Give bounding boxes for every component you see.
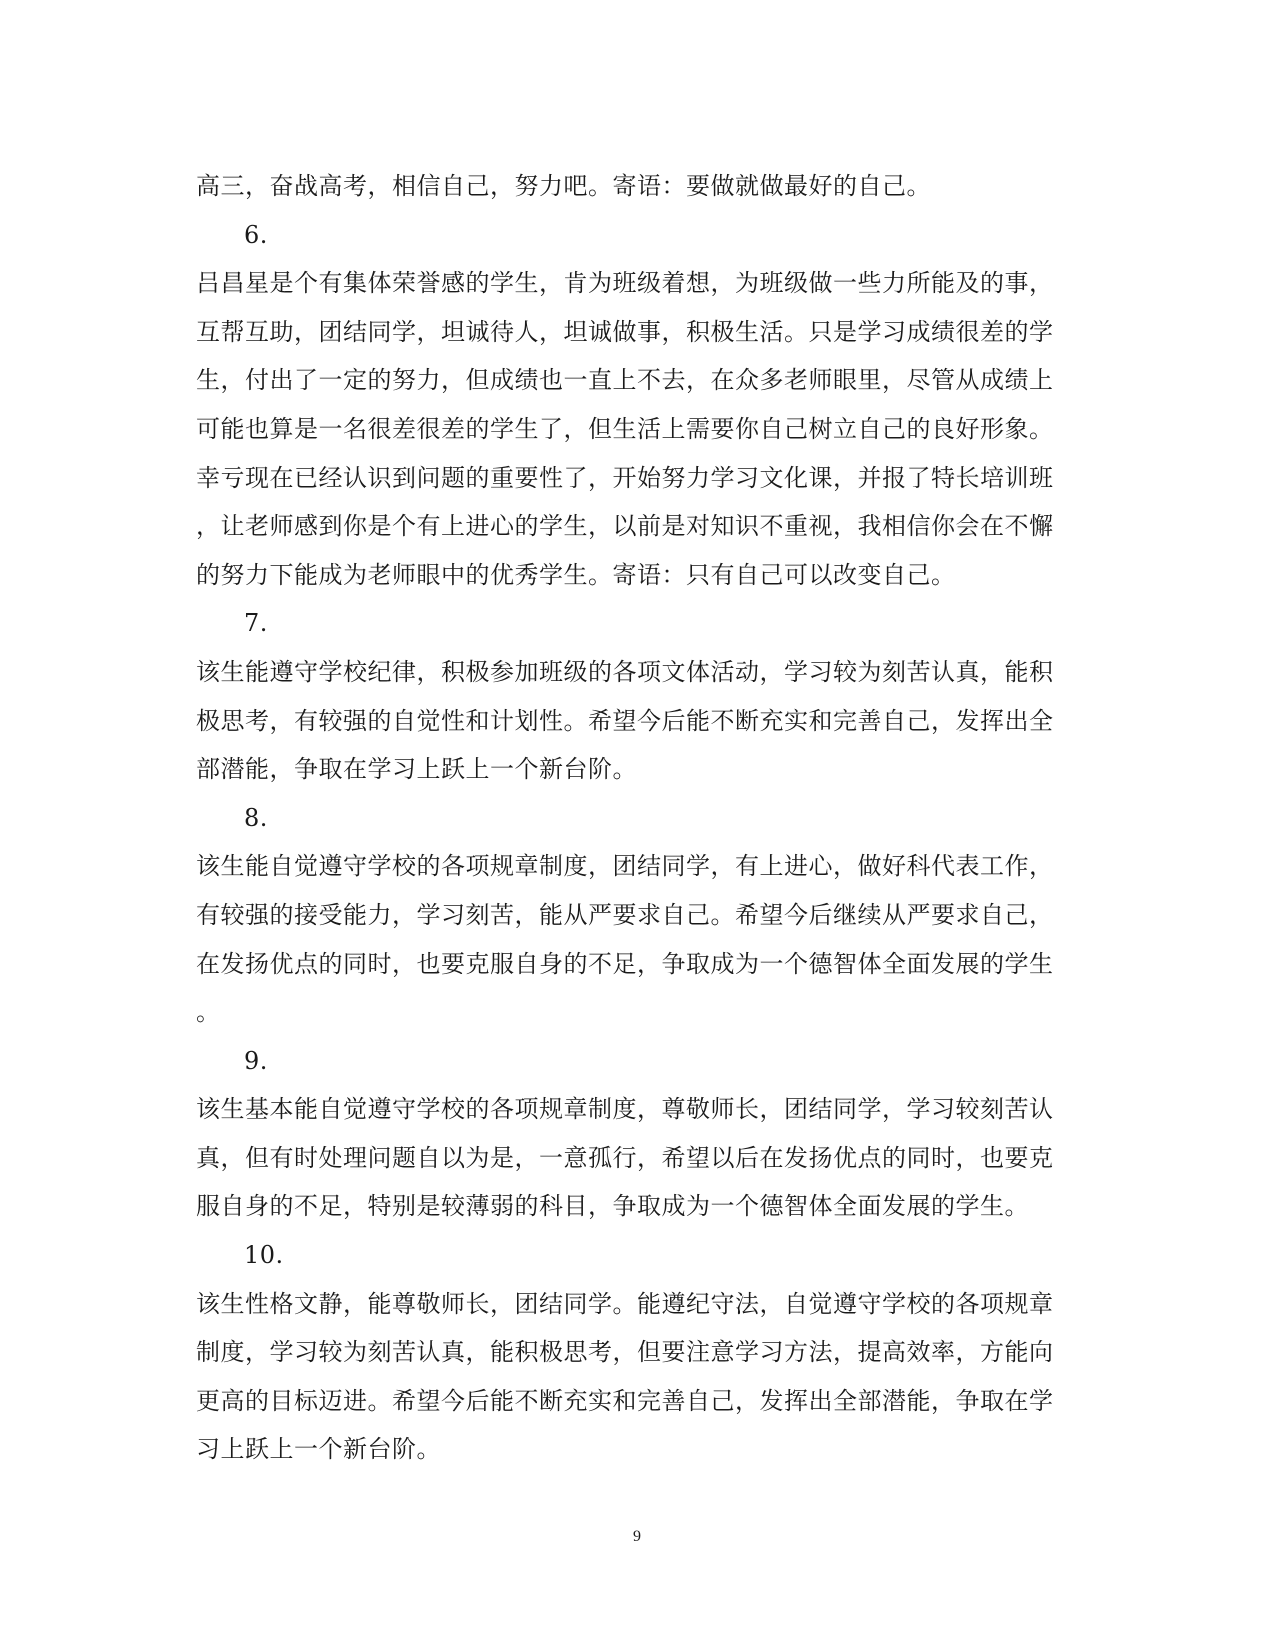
text-line: 部潜能，争取在学习上跃上一个新台阶。 [196, 755, 637, 784]
item-number: 8. [244, 803, 268, 832]
text-line: 该生性格文静，能尊敬师长，团结同学。能遵纪守法，自觉遵守学校的各项规章 [196, 1289, 1054, 1318]
text-line: 习上跃上一个新台阶。 [196, 1435, 441, 1464]
text-line: 该生能遵守学校纪律，积极参加班级的各项文体活动，学习较为刻苦认真，能积 [196, 657, 1054, 686]
page-number: 9 [633, 1528, 641, 1545]
item-number: 10. [244, 1241, 284, 1270]
text-line: 互帮互助，团结同学，坦诚待人，坦诚做事，积极生活。只是学习成绩很差的学 [196, 317, 1054, 346]
text-line: 的努力下能成为老师眼中的优秀学生。寄语：只有自己可以改变自己。 [196, 560, 956, 589]
text-line: 可能也算是一名很差很差的学生了，但生活上需要你自己树立自己的良好形象。 [196, 414, 1054, 443]
text-line: 吕昌星是个有集体荣誉感的学生，肯为班级着想，为班级做一些力所能及的事， [196, 269, 1054, 298]
text-line: 幸亏现在已经认识到问题的重要性了，开始努力学习文化课，并报了特长培训班 [196, 463, 1054, 492]
text-line: 在发扬优点的同时，也要克服自身的不足，争取成为一个德智体全面发展的学生 [196, 949, 1054, 978]
text-line: 高三，奋战高考，相信自己，努力吧。寄语：要做就做最好的自己。 [196, 172, 931, 200]
text-line: 真，但有时处理问题自以为是，一意孤行，希望以后在发扬优点的同时，也要克 [196, 1143, 1054, 1172]
text-line: 服自身的不足，特别是较薄弱的科目，争取成为一个德智体全面发展的学生。 [196, 1192, 1029, 1221]
text-line: 生，付出了一定的努力，但成绩也一直上不去，在众多老师眼里，尽管从成绩上 [196, 366, 1054, 395]
item-number: 9. [244, 1046, 268, 1075]
text-line: 极思考，有较强的自觉性和计划性。希望今后能不断充实和完善自己，发挥出全 [196, 706, 1054, 735]
text-line: 制度，学习较为刻苦认真，能积极思考，但要注意学习方法，提高效率，方能向 [196, 1338, 1054, 1367]
text-line: 。 [196, 998, 221, 1027]
item-number: 6. [244, 220, 268, 249]
text-line: 该生基本能自觉遵守学校的各项规章制度，尊敬师长，团结同学，学习较刻苦认 [196, 1095, 1054, 1124]
text-line: 有较强的接受能力，学习刻苦，能从严要求自己。希望今后继续从严要求自己， [196, 900, 1054, 929]
text-line: ，让老师感到你是个有上进心的学生，以前是对知识不重视，我相信你会在不懈 [196, 512, 1054, 541]
item-number: 7. [244, 609, 268, 638]
document-body [196, 162, 1076, 1474]
text-line: 更高的目标迈进。希望今后能不断充实和完善自己，发挥出全部潜能，争取在学 [196, 1386, 1054, 1415]
text-line: 该生能自觉遵守学校的各项规章制度，团结同学，有上进心，做好科代表工作， [196, 852, 1054, 881]
